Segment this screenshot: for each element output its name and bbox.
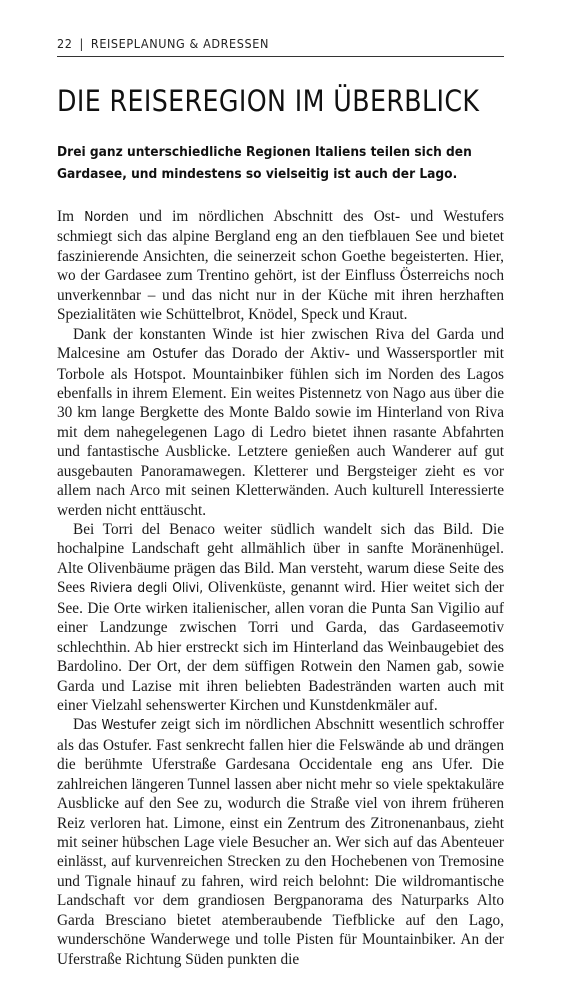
paragraph-text: Bei Torri del Benaco weiter südlich wandelt sich das Bild. Die hochalpine Landschaft geht allmählich über in sanfte Moränenhügel. Alte Olivenbäume prägen das Bild. Man versteht, warum diese Seite des Sees <box>57 521 504 597</box>
page-title: DIE REISEREGION IM ÜBERBLICK <box>57 84 480 118</box>
paragraph-text: Das <box>73 716 102 734</box>
paragraph-ostufer <box>57 325 504 520</box>
section-title: REISEPLANUNG & ADRESSEN <box>90 36 269 51</box>
keyword-westufer: Westufer <box>101 717 157 734</box>
paragraph-text: Olivenküste, genannt wird. Hier weitet sich der See. Die Orte wirken italienischer, allen voran die Punta San Vigilio auf einer Landzunge zwischen Torri und Garda, das Gardaseemotiv schlechthin. Ab hier erstreckt sich im Hinterland das Weinbaugebiet des Bardolino. Der Ort, der dem süffigen Rotwein den Namen gab, sowie Garda und Lazise mit ihren beliebten Badestränden warten auch mit einer Vielzahl sehenswerter Kirchen und Kunstdenkmäler auf. <box>57 579 504 714</box>
paragraph-riviera <box>57 520 504 715</box>
keyword-norden: Norden <box>84 209 129 225</box>
keyword-ostufer: Ostufer <box>152 346 198 363</box>
paragraph-westufer <box>57 715 504 969</box>
paragraph-text: zeigt sich im nördlichen Abschnitt wesentlich schroffer als das Ostufer. Fast senkrecht fallen hier die Felswände ab und drängen die berühmte Uferstraße Gardesana Occidentale eng ans Ufer. Die zahlreichen längeren Tunnel lassen aber nicht mehr so viele spektakuläre Ausblicke auf den See zu, wodurch die Straße viel von ihrem früheren Reiz verloren hat. Limone, einst ein Zentrum des Zitronenanbaus, zieht mit seiner hübschen Lage viele Besucher an. Wer sich auf das Abenteuer einlässt, auf kurvenreichen Strecken zu den Hochebenen von Tremosine und Tignale hinauf zu fahren, wird reich belohnt: Die wildromantische Landschaft vor dem grandiosen Bergpanorama des Naturparks Alto Garda Bresciano bietet atemberaubende Tiefblicke auf den Lago, wunderschöne Wanderwege und tolle Pisten für Mountainbiker. An der Uferstraße Richtung Süden punkten die <box>57 716 505 968</box>
page-number: 22 <box>57 36 73 51</box>
paragraph-norden <box>57 207 504 325</box>
keyword-riviera-degli-olivi: Riviera degli Olivi, <box>89 580 204 597</box>
paragraph-text: das Dorado der Aktiv- und Wassersportler mit Torbole als Hotspot. Mountainbiker fühlen sich im Norden des Lagos ebenfalls in ihrem Element. Ein weites Pistennetz von Nago aus über die 30 km lange Bergkette des Monte Baldo sowie im Hinterland von Riva mit dem nahegelegenen Lago di Ledro bietet ihnen rasante Abfahrten und fantastische Ausblicke. Letztere genießen auch Wanderer auf gut ausgebauten Panoramawegen. Kletterer und Bergsteiger zieht es vor allem nach Arco mit seinen Kletterwänden. Auch kulturell Interessierte werden nicht enttäuscht. <box>57 345 504 519</box>
running-head <box>57 36 504 51</box>
paragraph-text: Im <box>57 208 85 225</box>
paragraph-text: und im nördlichen Abschnitt des Ost- und Westufers schmiegt sich das alpine Bergland eng an den tiefblauen See und bietet faszinierende Ansichten, die seinerzeit schon Goethe begeisterten. Hier, wo der Gardasee zum Trentino gehört, ist der Einfluss Österreichs noch unverkennbar – und das nicht nur in der Küche mit ihren herzhaften Spezialitäten wie Schüttelbrot, Knödel, Speck und Kraut. <box>57 208 504 324</box>
running-head-separator: | <box>79 36 84 51</box>
header-rule <box>57 56 504 57</box>
paragraph-text: Dank der konstanten Winde ist hier zwischen Riva del Garda und Malcesine am <box>57 325 504 363</box>
body-text <box>57 207 504 969</box>
lead-paragraph: Drei ganz unterschiedliche Regionen Italiens teilen sich den Gardasee, und mindestens so vielseitig ist auch der Lago. <box>57 144 472 182</box>
